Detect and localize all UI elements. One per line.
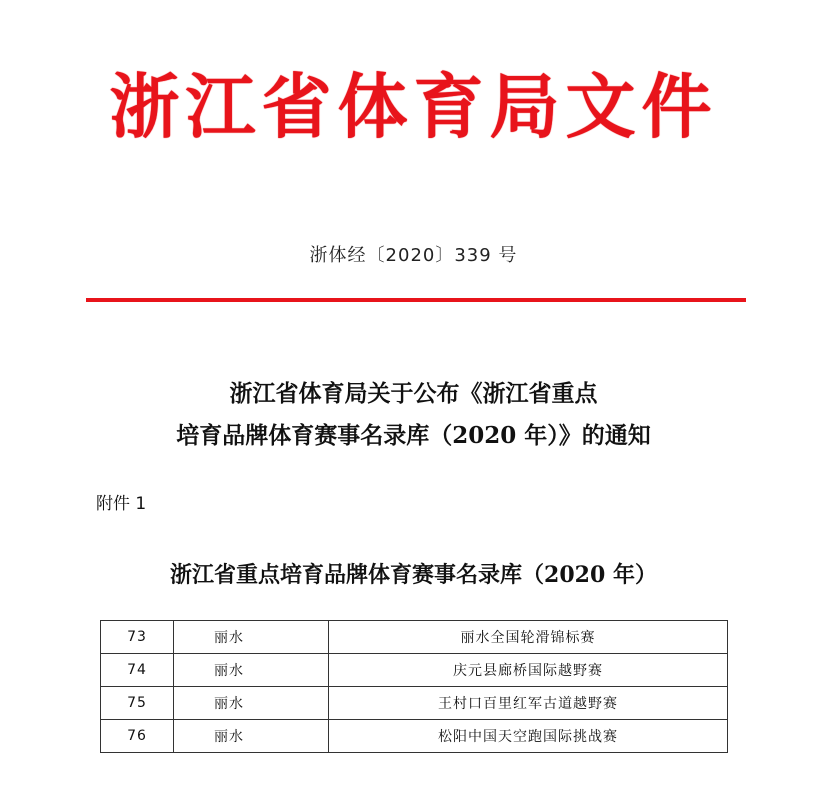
table-row xyxy=(101,621,728,654)
document-masthead: 浙江省体育局文件 xyxy=(109,65,718,148)
city-cell: 丽水 xyxy=(174,654,329,687)
notice-title-line-2: 培育品牌体育赛事名录库（2020 年）》的通知 xyxy=(176,422,651,449)
red-divider-line xyxy=(86,298,746,302)
attachment-label: 附件 1 xyxy=(96,494,147,514)
event-name-cell: 松阳中国天空跑国际挑战赛 xyxy=(329,720,728,753)
row-number-cell: 76 xyxy=(101,720,174,753)
event-name-cell: 庆元县廊桥国际越野赛 xyxy=(329,654,728,687)
list-title: 浙江省重点培育品牌体育赛事名录库（2020 年） xyxy=(170,562,657,588)
table-row xyxy=(101,687,728,720)
table-row xyxy=(101,654,728,687)
event-name-cell: 丽水全国轮滑锦标赛 xyxy=(329,621,728,654)
row-number-cell: 75 xyxy=(101,687,174,720)
event-name-cell: 王村口百里红军古道越野赛 xyxy=(329,687,728,720)
row-number-cell: 74 xyxy=(101,654,174,687)
city-cell: 丽水 xyxy=(174,720,329,753)
city-cell: 丽水 xyxy=(174,621,329,654)
events-table xyxy=(100,620,728,753)
city-cell: 丽水 xyxy=(174,687,329,720)
table-row xyxy=(101,720,728,753)
document-number: 浙体经〔2020〕339 号 xyxy=(309,245,518,266)
notice-title-line-1: 浙江省体育局关于公布《浙江省重点 xyxy=(229,380,598,407)
row-number-cell: 73 xyxy=(101,621,174,654)
